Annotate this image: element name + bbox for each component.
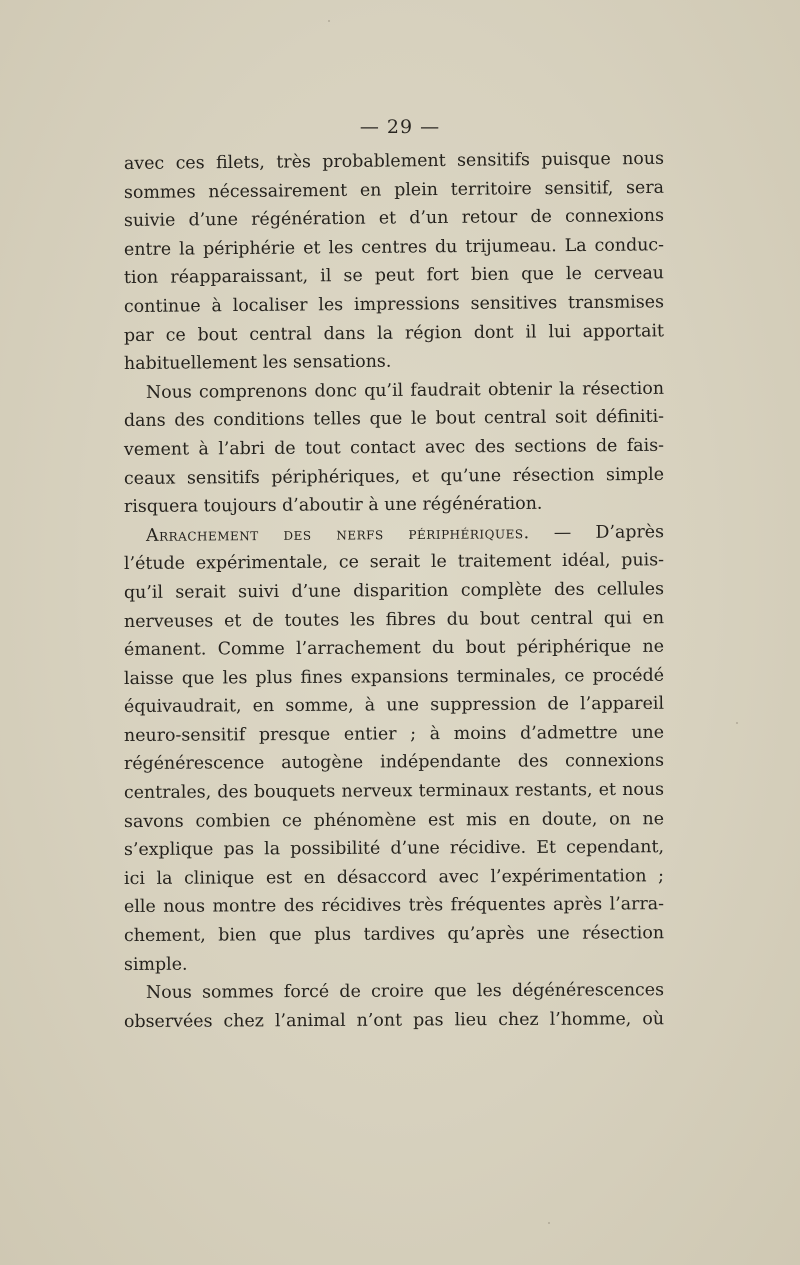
text-line: Nous comprenons donc qu’il faudrait obtenir la résection (145, 378, 665, 403)
text-line: suivie d’une régénération et d’un retour de connexions (123, 206, 665, 232)
text-line: dans des conditions telles que le bout central soit définiti- (123, 407, 665, 432)
section-heading: Arrachement des nerfs périphériques. (145, 522, 530, 546)
paper-speck (548, 1222, 550, 1224)
body-text (124, 150, 664, 1036)
text-line: l’étude expérimentale, ce serait le traitement idéal, puis- (123, 550, 665, 575)
text-line: nerveuses et de toutes les fibres du bout central qui en (123, 607, 665, 632)
page-number: — 29 — (359, 116, 441, 138)
text-line: émanent. Comme l’arrachement du bout périphérique ne (123, 636, 665, 661)
text-line: continue à localiser les impressions sensitives transmises (123, 292, 665, 317)
text-line: s’explique pas la possibilité d’une récidive. Et cependant, (123, 837, 665, 861)
text-line: chement, bien que plus tardives qu’après une résection (123, 923, 665, 947)
text-line: entre la périphérie et les centres du trijumeau. La conduc- (123, 235, 665, 260)
text-line: observées chez l’animal n’ont pas lieu chez l’homme, où (123, 1008, 665, 1032)
text-line: savons combien ce phénomène est mis en doute, on ne (123, 808, 665, 832)
section-heading-rest: — D’après (529, 521, 665, 543)
text-line: ceaux sensitifs périphériques, et qu’une résection simple (123, 464, 665, 489)
text-line: sommes nécessairement en plein territoire sensitif, sera (123, 177, 665, 203)
text-line: avec ces filets, très probablement sensitifs puisque nous (123, 148, 665, 174)
text-line: neuro-sensitif presque entier ; à moins d’admettre une (123, 722, 665, 746)
text-line: habituellement les sensations. (123, 351, 392, 375)
text-line: qu’il serait suivi d’une disparition complète des cellules (123, 579, 665, 603)
text-line: régénérescence autogène indépendante des connexions (123, 751, 665, 775)
text-line: par ce bout central dans la région dont il lui apportait (123, 320, 665, 346)
text-line: ici la clinique est en désaccord avec l’expérimentation ; (123, 866, 665, 889)
text-line: elle nous montre des récidives très fréquentes après l’arra- (123, 894, 665, 918)
text-line: laisse que les plus fines expansions terminales, ce procédé (123, 665, 665, 689)
section-heading-line (124, 518, 664, 550)
text-line: centrales, des bouquets nerveux terminaux restants, et nous (123, 779, 665, 804)
paper-speck (328, 20, 330, 22)
text-line: risquera toujours d’aboutir à une régénération. (123, 493, 543, 518)
paper-speck (736, 722, 738, 724)
text-line: Nous sommes forcé de croire que les dégénérescences (145, 980, 665, 1004)
text-line: simple. (123, 954, 188, 975)
text-line: vement à l’abri de tout contact avec des sections de fais- (123, 435, 665, 460)
text-line: équivaudrait, en somme, à une suppression de l’appareil (123, 693, 665, 718)
text-line: tion réapparaissant, il se peut fort bien que le cerveau (123, 263, 665, 289)
